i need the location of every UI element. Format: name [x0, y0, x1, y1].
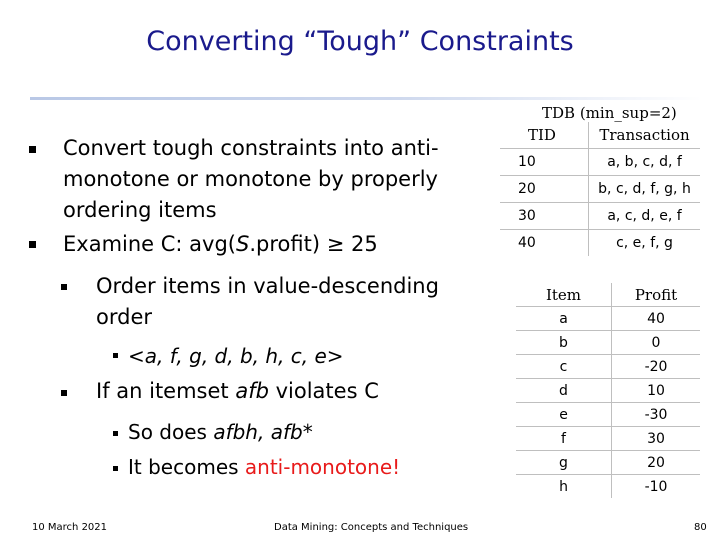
- item-cell: c: [516, 355, 612, 379]
- table-row: [516, 331, 700, 355]
- item-cell: e: [516, 403, 612, 427]
- bullet-square-icon: [113, 466, 118, 471]
- tdb-header-transaction: Transaction: [589, 122, 701, 149]
- bullet-square-icon: [61, 390, 67, 396]
- profit-header-profit: Profit: [612, 283, 701, 307]
- slide-title: Converting “Tough” Constraints: [146, 26, 574, 57]
- footer-date: 10 March 2021: [32, 522, 108, 533]
- bullet-square-icon: [113, 353, 118, 358]
- bullet-2-text: Examine C: avg(: [63, 232, 236, 256]
- profit-cell: 40: [612, 307, 701, 331]
- bullet-square-icon: [29, 146, 36, 153]
- bullet-1-line-3: ordering items: [63, 198, 217, 222]
- item-cell: g: [516, 451, 612, 475]
- bullet-2-text-end: .profit) ≥ 25: [249, 232, 378, 256]
- profit-cell: -10: [612, 475, 701, 499]
- item-cell: a: [516, 307, 612, 331]
- bullet-square-icon: [61, 284, 67, 290]
- table-row: [500, 203, 700, 230]
- bullet-2-2-italic: afb: [235, 379, 269, 403]
- profit-cell: 10: [612, 379, 701, 403]
- tdb-transaction-cell: c, e, f, g: [589, 230, 701, 257]
- tdb-transaction-cell: a, c, d, e, f: [589, 203, 701, 230]
- tdb-tid-cell: 20: [500, 176, 589, 203]
- bullet-2-2-1: [128, 417, 313, 448]
- bullet-2-1-line-2: order: [96, 305, 152, 329]
- profit-header-item: Item: [516, 283, 612, 307]
- table-row: [516, 307, 700, 331]
- item-cell: f: [516, 427, 612, 451]
- table-row: [516, 427, 700, 451]
- table-row: [516, 451, 700, 475]
- table-row: [500, 176, 700, 203]
- table-row: [500, 230, 700, 257]
- table-row: [516, 403, 700, 427]
- bullet-2-2-text-end: violates C: [268, 379, 379, 403]
- bullet-2-1-line-1: Order items in value-descending: [96, 274, 439, 298]
- table-row: [516, 475, 700, 499]
- bullet-2-2-1-italic: afbh, afb*: [213, 420, 313, 444]
- profit-cell: 20: [612, 451, 701, 475]
- bullet-1: [63, 133, 463, 226]
- bullet-square-icon: [29, 241, 36, 248]
- item-cell: b: [516, 331, 612, 355]
- page-number: 80: [694, 522, 707, 533]
- bullet-2-2: [96, 376, 379, 407]
- table-row: [516, 379, 700, 403]
- bullet-2-1-1: [128, 341, 344, 372]
- tdb-caption: TDB (min_sup=2): [542, 104, 677, 122]
- profit-cell: 30: [612, 427, 701, 451]
- footer-title: Data Mining: Concepts and Techniques: [274, 522, 469, 533]
- bullet-2-2-2: [128, 452, 400, 483]
- profit-cell: -30: [612, 403, 701, 427]
- profit-table: [516, 283, 700, 498]
- bullet-2-2-text: If an itemset: [96, 379, 236, 403]
- tdb-tid-cell: 40: [500, 230, 589, 257]
- bullet-2: [63, 229, 378, 260]
- item-cell: h: [516, 475, 612, 499]
- bullet-2-2-2-highlight: anti-monotone!: [244, 455, 401, 479]
- tdb-header-row: [500, 122, 700, 149]
- bullet-2-italic: S: [236, 232, 250, 256]
- bullet-square-icon: [113, 431, 118, 436]
- table-row: [516, 355, 700, 379]
- profit-header-row: [516, 283, 700, 307]
- item-order: <a, f, g, d, b, h, c, e>: [128, 344, 344, 368]
- tdb-tid-cell: 10: [500, 149, 589, 176]
- bullet-2-2-2-text: It becomes: [128, 455, 245, 479]
- tdb-transaction-cell: b, c, d, f, g, h: [589, 176, 701, 203]
- table-row: [500, 149, 700, 176]
- tdb-table: [500, 122, 700, 256]
- bullet-1-line-1: Convert tough constraints into anti-: [63, 136, 439, 160]
- tdb-header-tid: TID: [500, 122, 589, 149]
- item-cell: d: [516, 379, 612, 403]
- tdb-transaction-cell: a, b, c, d, f: [589, 149, 701, 176]
- bullet-2-2-1-text: So does: [128, 420, 214, 444]
- profit-cell: 0: [612, 331, 701, 355]
- bullet-1-line-2: monotone or monotone by properly: [63, 167, 438, 191]
- tdb-tid-cell: 30: [500, 203, 589, 230]
- title-divider: [30, 97, 702, 100]
- bullet-2-1: [96, 271, 476, 333]
- profit-cell: -20: [612, 355, 701, 379]
